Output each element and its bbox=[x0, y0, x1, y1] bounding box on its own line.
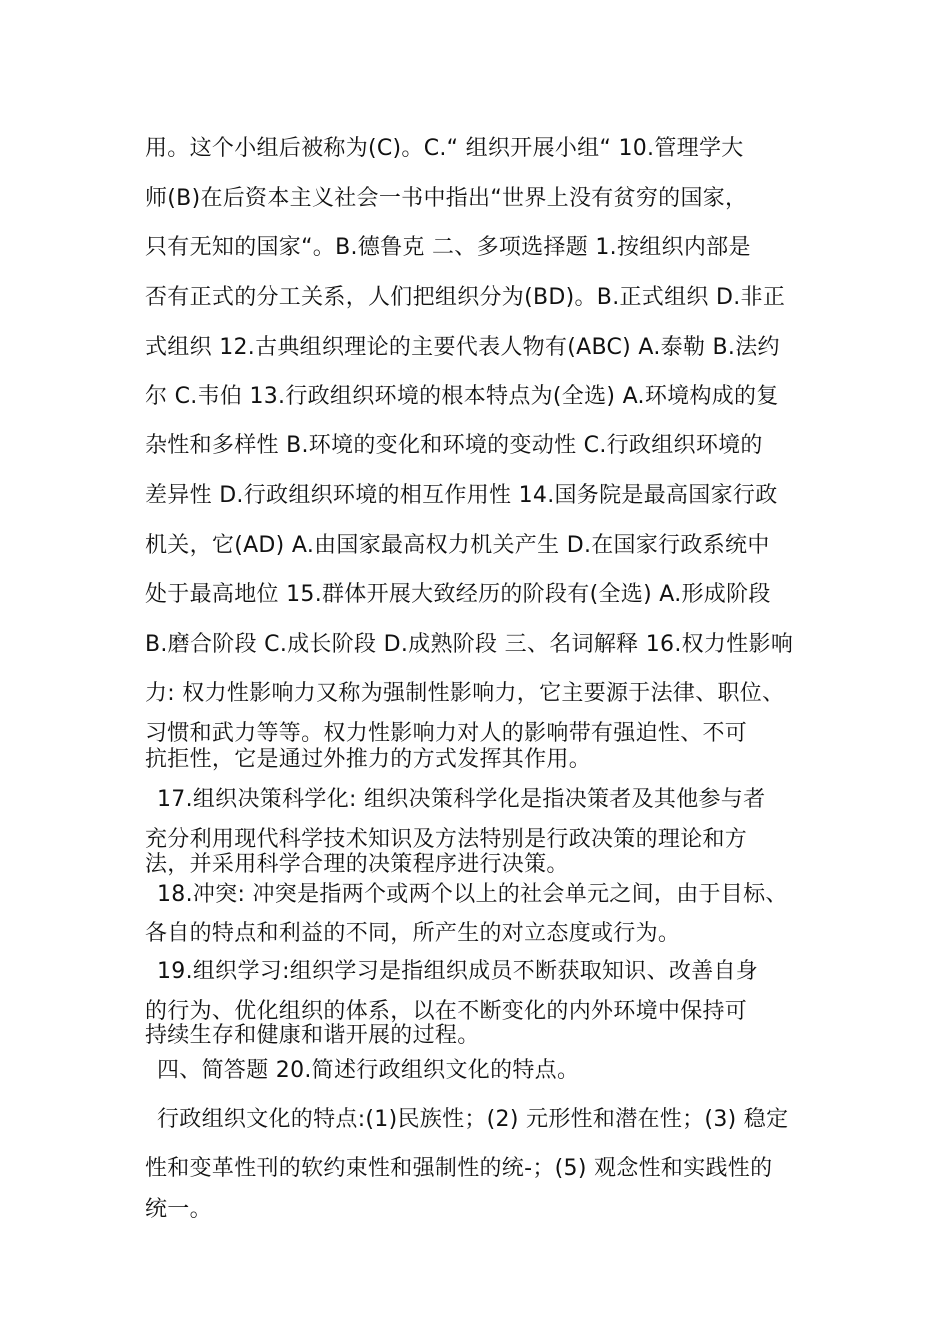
text-line: 处于最高地位 15.群体开展大致经历的阶段有(全选) A.形成阶段 bbox=[145, 582, 771, 607]
text-line: 杂性和多样性 B.环境的变化和环境的变动性 C.行政组织环境的 bbox=[145, 433, 763, 458]
text-line: 19.组织学习:组织学习是指组织成员不断获取知识、改善自身 bbox=[157, 959, 759, 984]
text-line: 行政组织文化的特点:(1)民族性；(2) 元形性和潜在性；(3) 稳定 bbox=[157, 1107, 789, 1132]
text-line: 式组织 12.古典组织理论的主要代表人物有(ABC) A.泰勒 B.法约 bbox=[145, 335, 780, 360]
text-line: 统一。 bbox=[145, 1197, 212, 1222]
text-line: B.磨合阶段 C.成长阶段 D.成熟阶段 三、名词解释 16.权力性影响 bbox=[145, 632, 794, 657]
text-line: 18.冲突: 冲突是指两个或两个以上的社会单元之间，由于目标、 bbox=[157, 882, 788, 907]
text-line: 各自的特点和利益的不同，所产生的对立态度或行为。 bbox=[145, 921, 681, 946]
text-line: 机关，它(AD) A.由国家最高权力机关产生 D.在国家行政系统中 bbox=[145, 533, 770, 558]
text-line: 习惯和武力等等。权力性影响力对人的影响带有强迫性、不可 bbox=[145, 721, 748, 746]
text-line: 用。这个小组后被称为(C)。C.“ 组织开展小组“ 10.管理学大 bbox=[145, 136, 744, 161]
text-line: 四、简答题 20.简述行政组织文化的特点。 bbox=[157, 1058, 580, 1083]
text-line: 抗拒性，它是通过外推力的方式发挥其作用。 bbox=[145, 747, 592, 772]
text-line: 否有正式的分工关系，人们把组织分为(BD)。B.正式组织 D.非正 bbox=[145, 285, 786, 310]
text-line: 师(B)在后资本主义社会一书中指出“世界上没有贫穷的国家， bbox=[145, 186, 748, 211]
text-line: 的行为、优化组织的体系，以在不断变化的内外环境中保持可 bbox=[145, 999, 748, 1024]
text-line: 尔 C.韦伯 13.行政组织环境的根本特点为(全选) A.环境构成的复 bbox=[145, 384, 779, 409]
text-line: 法，并采用科学合理的决策程序进行决策。 bbox=[145, 852, 569, 877]
text-line: 只有无知的国家“。B.德鲁克 二、多项选择题 1.按组织内部是 bbox=[145, 235, 751, 260]
text-line: 性和变革性刊的软约束性和强制性的统-；(5) 观念性和实践性的 bbox=[145, 1156, 773, 1181]
text-line: 持续生存和健康和谐开展的过程。 bbox=[145, 1023, 480, 1048]
text-line: 充分利用现代科学技术知识及方法特别是行政决策的理论和方 bbox=[145, 827, 748, 852]
text-line: 力: 权力性影响力又称为强制性影响力，它主要源于法律、职位、 bbox=[145, 681, 785, 706]
text-line: 17.组织决策科学化: 组织决策科学化是指决策者及其他参与者 bbox=[157, 787, 766, 812]
text-line: 差异性 D.行政组织环境的相互作用性 14.国务院是最高国家行政 bbox=[145, 483, 778, 508]
